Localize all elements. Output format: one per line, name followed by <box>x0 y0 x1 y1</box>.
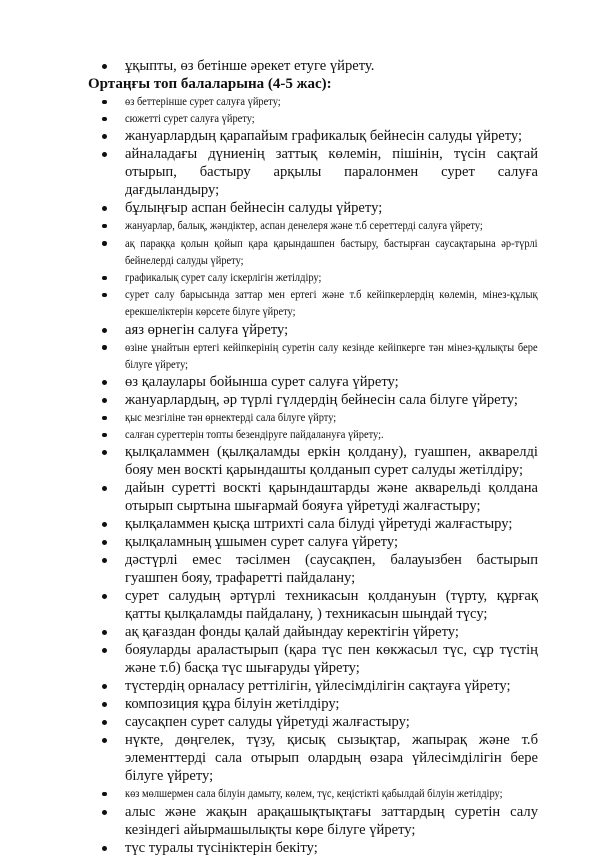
list-item-text: нүкте, дөңгелек, түзу, қисық сызықтар, жапырақ және т.б элементтерді сала отырып олардың өзара үйлесімділігін бере білуге үйрету; <box>125 732 538 785</box>
list-item <box>88 641 538 677</box>
bullet-icon <box>102 152 107 157</box>
list-item-text: өз беттерінше сурет салуға үйрету; <box>125 95 281 108</box>
document-content <box>88 57 538 857</box>
list-item-text: түс туралы түсініктерін бекіту; <box>125 839 318 856</box>
list-item <box>88 127 538 145</box>
bullet-icon <box>102 720 107 725</box>
list-item <box>88 533 538 551</box>
bullet-icon <box>102 224 107 229</box>
bullet-icon <box>102 134 107 139</box>
bullet-icon <box>102 558 107 563</box>
bullet-icon <box>102 738 107 743</box>
bullet-icon <box>102 810 107 815</box>
list-item <box>88 93 538 110</box>
list-item-text: ақ қағаздан фонды қалай дайындау керектігін үйрету; <box>125 624 459 641</box>
bullet-icon <box>102 648 107 653</box>
bullet-list <box>88 93 538 857</box>
bullet-icon <box>102 630 107 635</box>
list-item-text: алыс және жақын арақашықтықтағы заттардың суретін салу кезіндегі айырмашылықты көре білуге үйрету; <box>125 803 538 838</box>
bullet-icon <box>102 594 107 599</box>
list-item <box>88 321 538 339</box>
list-item-text: сурет салу барысында заттар мен ертегі және т.б кейіпкерлердің көлемін, мінез-құлық ерекшеліктерін көрсете білуге үйрету; <box>125 288 538 319</box>
list-item <box>88 515 538 533</box>
list-item <box>88 269 538 286</box>
list-item <box>88 839 538 857</box>
bullet-icon <box>102 293 107 298</box>
list-item-text: дәстүрлі емес тәсілмен (саусақпен, балауызбен бастырып гуашпен бояу, трафаретті пайдалану; <box>125 552 538 587</box>
bullet-icon <box>102 486 107 491</box>
list-item-text: саусақпен сурет салуды үйретуді жалғастыру; <box>125 714 410 731</box>
list-item <box>88 110 538 127</box>
list-item <box>88 785 538 802</box>
list-item <box>88 286 538 320</box>
list-item-text: өз қалаулары бойынша сурет салуға үйрету; <box>125 374 399 391</box>
list-item <box>88 409 538 426</box>
list-item <box>88 426 538 443</box>
list-item <box>88 57 538 75</box>
list-item <box>88 391 538 409</box>
bullet-icon <box>102 416 107 421</box>
bullet-icon <box>102 206 107 211</box>
list-item <box>88 731 538 785</box>
bullet-icon <box>102 540 107 545</box>
list-item-text: бұлыңғыр аспан бейнесін салуды үйрету; <box>125 200 383 217</box>
list-item <box>88 677 538 695</box>
list-item-text: ұқыпты, өз бетінше әрекет етуге үйрету. <box>125 58 375 74</box>
list-item <box>88 339 538 373</box>
bullet-icon <box>102 328 107 333</box>
list-item <box>88 443 538 479</box>
bullet-icon <box>102 433 107 438</box>
bullet-icon <box>102 100 107 105</box>
bullet-icon <box>102 117 107 122</box>
list-item <box>88 217 538 234</box>
bullet-icon <box>102 64 107 69</box>
list-item-text: көз мөлшермен сала білуін дамыту, көлем, түс, кеңістікті қабылдай білуін жетілдіру; <box>125 787 503 801</box>
list-item-text: бояуларды араластырып (қара түс пен көкжасыл түс, сұр түстің және т.б) басқа түс шығаруды үйрету; <box>125 642 538 677</box>
list-item <box>88 551 538 587</box>
list-item-text: қылқаламмен (қылқаламды еркін қолдану), гуашпен, акварелді бояу мен воскті қарындашты қолданып сурет салуды жетілдіру; <box>125 444 538 479</box>
top-list <box>88 57 538 75</box>
list-item-text: графикалық сурет салу іскерлігін жетілдіру; <box>125 271 322 285</box>
list-item <box>88 199 538 217</box>
list-item <box>88 713 538 731</box>
list-item-text: композиция құра білуін жетілдіру; <box>125 696 340 713</box>
list-item-text: жануарлар, балық, жәндіктер, аспан денелеря және т.б сереттерді салуға үйрету; <box>125 219 483 233</box>
bullet-icon <box>102 792 107 797</box>
bullet-icon <box>102 398 107 403</box>
list-item-text: түстердің орналасу реттілігін, үйлесімділігін сақтауға үйрету; <box>125 678 511 695</box>
bullet-icon <box>102 450 107 455</box>
bullet-icon <box>102 345 107 350</box>
list-item-text: дайын суретті воскті қарындаштарды және акварельді қолдана отырып сыртына шығармай бояуға үйретуді жалғастыру; <box>125 480 538 515</box>
list-item <box>88 235 538 269</box>
bullet-icon <box>102 702 107 707</box>
section-heading: Ортаңғы топ балаларына (4-5 жас): <box>88 76 332 92</box>
list-item <box>88 145 538 199</box>
list-item <box>88 587 538 623</box>
list-item-text: қылқаламның ұшымен сурет салуға үйрету; <box>125 534 399 551</box>
list-item <box>88 373 538 391</box>
list-item <box>88 695 538 713</box>
list-item-text: қыс мезгіліне тән өрнектерді сала білуге үйрту; <box>125 411 337 425</box>
list-item-text: жануарлардың қарапайым графикалық бейнесін салуды үйрету; <box>125 128 523 145</box>
bullet-icon <box>102 684 107 689</box>
list-item-text: қылқаламмен қысқа штрихті сала білуді үйретуді жалғастыру; <box>125 516 513 533</box>
list-item <box>88 479 538 515</box>
bullet-icon <box>102 380 107 385</box>
list-item-text: ақ параққа қолын қойып қара қарындашпен бастыру, бастырған саусақтарына әр-түрлі бейнелерді салуды үйрету; <box>125 236 538 267</box>
list-item-text: сурет салудың әртүрлі техникасын қолдануын (түрту, құрғақ қатты қылқаламды пайдалану, ) техникасын шыңдай түсу; <box>125 588 538 623</box>
list-item <box>88 803 538 839</box>
bullet-icon <box>102 522 107 527</box>
bullet-icon <box>102 241 107 246</box>
list-item-text: сюжетті сурет салуға үйрету; <box>125 112 255 126</box>
bullet-icon <box>102 276 107 281</box>
list-item-text: салған суреттерін топты безендіруге пайдалануға үйрету;. <box>125 428 384 442</box>
list-item-text: аяз өрнегін салуға үйрету; <box>125 321 289 338</box>
list-item-text: жануарлардың, әр түрлі гүлдердің бейнесін сала білуге үйрету; <box>125 392 518 409</box>
list-item-text: айналадағы дүниенің заттық көлемін, пішінін, түсін сақтай отырып, бастыру арқылы паралонмен сурет салуға дағдыландыру; <box>125 146 538 199</box>
list-item-text: өзіне ұнайтын ертегі кейіпкерінің суретін салу кезінде кейіпкерге тән мінез-құлықты бере білуге үйрету; <box>125 340 538 371</box>
list-item <box>88 623 538 641</box>
